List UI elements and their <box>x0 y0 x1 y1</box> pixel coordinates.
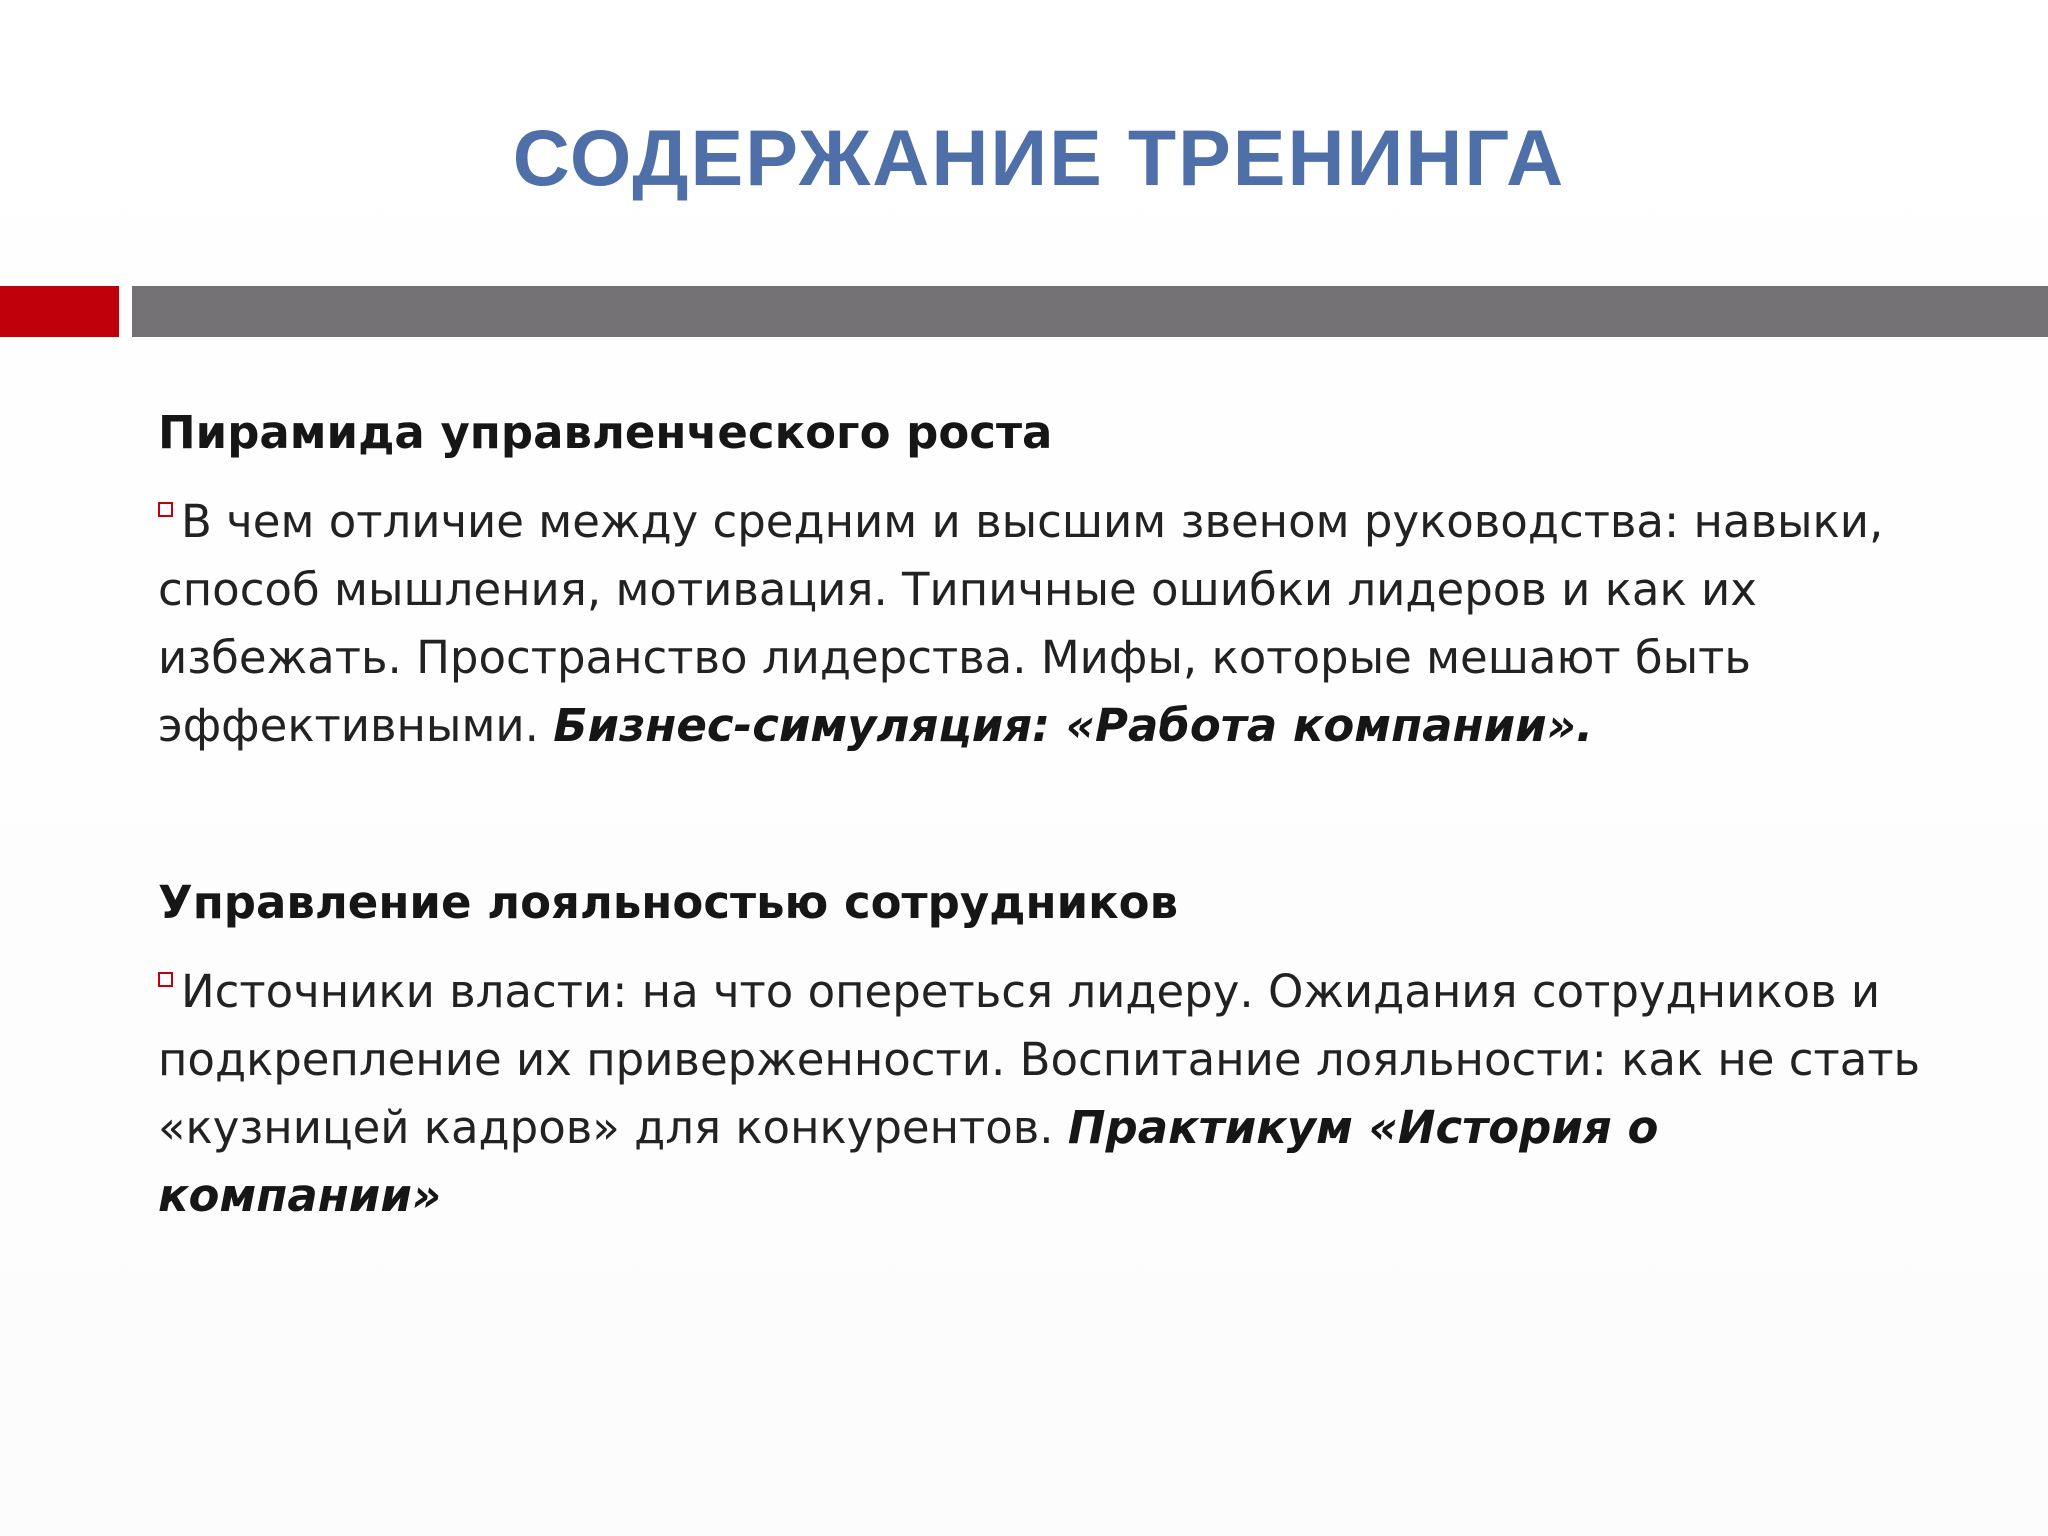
body-line <box>158 692 1938 760</box>
emphasis-text: Бизнес-симуляция: «Работа компании». <box>553 699 1594 752</box>
body-line-text: Источники власти: на что опереться лидеру. Ожидания сотрудников и <box>181 965 1881 1018</box>
section-body-pyramid <box>158 488 1938 760</box>
body-line-text: В чем отличие между средним и высшим звеном руководства: навыки, <box>181 495 1884 548</box>
section-body-loyalty <box>158 958 1938 1230</box>
body-line: способ мышления, мотивация. Типичные ошибки лидеров и как их <box>158 563 1757 616</box>
emphasis-line: компании» <box>158 1169 442 1222</box>
body-line-text: «кузницей кадров» для конкурентов. <box>158 1101 1068 1154</box>
accent-bar-red <box>0 286 119 337</box>
section-heading-loyalty: Управление лояльностью сотрудников <box>158 876 1179 929</box>
body-line: подкрепление их приверженности. Воспитание лояльности: как не стать <box>158 1033 1921 1086</box>
accent-bar-gray <box>132 286 2048 337</box>
hollow-square-bullet-icon <box>158 502 173 517</box>
emphasis-text: Практикум «История о <box>1067 1101 1659 1154</box>
body-line-text: эффективными. <box>158 699 554 752</box>
body-line <box>158 488 1938 556</box>
body-line: избежать. Пространство лидерства. Мифы, которые мешают быть <box>158 631 1751 684</box>
body-line <box>158 1094 1938 1162</box>
section-heading-pyramid: Пирамида управленческого роста <box>158 406 1053 459</box>
body-line <box>158 958 1938 1026</box>
slide-title: СОДЕРЖАНИЕ ТРЕНИНГА <box>512 113 1566 202</box>
hollow-square-bullet-icon <box>158 972 173 987</box>
